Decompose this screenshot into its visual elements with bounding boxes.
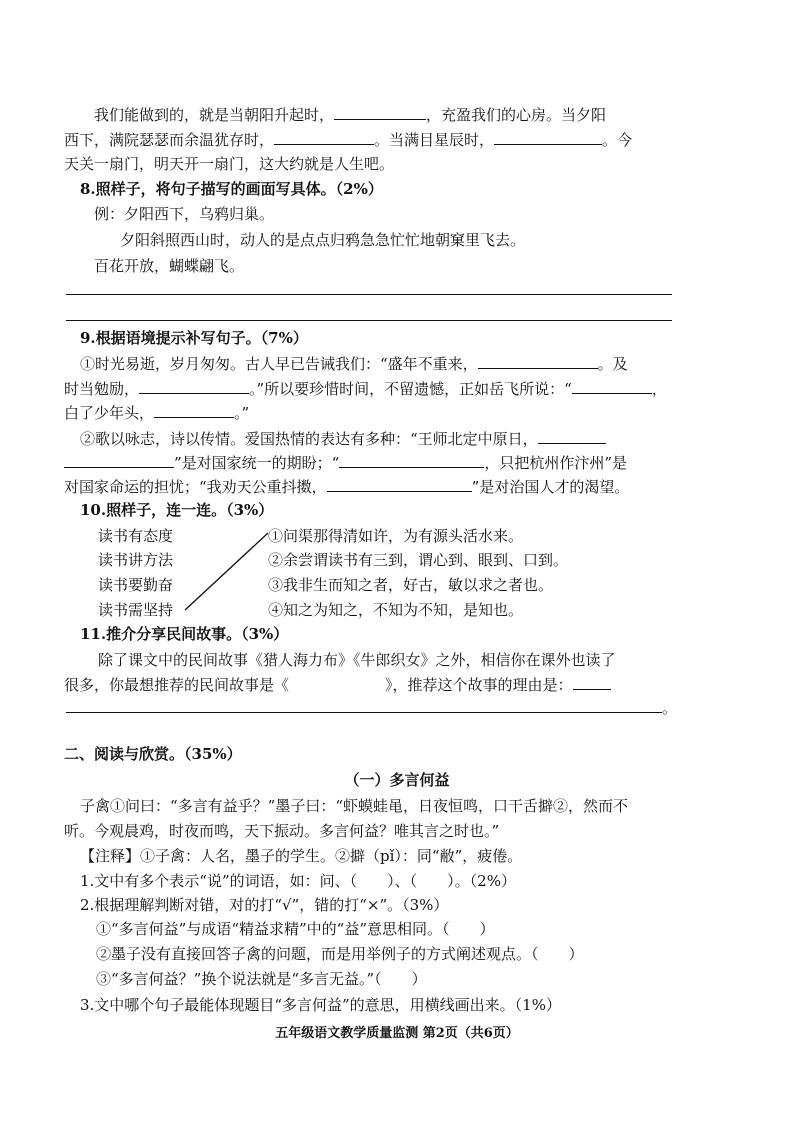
match-right-3[interactable]: ③我非生而知之者，好古，敏以求之者也。	[268, 576, 554, 594]
reading-text-2: 听。今观晨鸡，时夜而鸣，天下振动。多言何益？唯其言之时也。”	[64, 822, 500, 840]
q11-line-2	[64, 674, 611, 695]
text: ①时光易逝，岁月匆匆。古人早已告诫我们：“盛年不重来，	[80, 355, 478, 373]
question-11-title: 11.推介分享民间故事。（3%）	[80, 625, 289, 643]
text: 。及	[597, 355, 628, 373]
reading-note: 【注释】①子禽：人名，墨子的学生。②擗（pǐ）：同“敝”，疲倦。	[80, 847, 523, 865]
question-9-title: 9.根据语境提示补写句子。（7%）	[80, 329, 308, 347]
s2-question-2: 2.根据理解判断对错，对的打“√”，错的打“×”。（3%）	[80, 896, 449, 914]
text: 。当满目星辰时，	[374, 131, 495, 149]
q8-example-detail: 夕阳斜照西山时，动人的是点点归鸦急急忙忙地朝窠里飞去。	[120, 231, 526, 249]
q8-example: 例：夕阳西下，乌鸦归巢。	[94, 205, 275, 223]
text: 。”所以要珍惜时间，不留遗憾，正如岳飞所说：“	[249, 380, 572, 398]
match-right-1[interactable]: ①问渠那得清如许，为有源头活水来。	[268, 527, 524, 545]
text: 。”	[234, 404, 250, 422]
reading-text-1: 子禽①问曰：“多言有益乎？”墨子曰：“虾蟆蛙黾，日夜恒鸣，口干舌擗②，然而不	[80, 797, 629, 815]
s2-question-1: 1.文中有多个表示“说”的词语，如：问、（ ）、（ ）。（2%）	[80, 872, 516, 890]
match-left-3[interactable]: 读书要勤奋	[98, 576, 174, 594]
match-right-4[interactable]: ④知之为知之，不知为不知，是知也。	[268, 601, 524, 619]
text: 西下，满院瑟瑟而余温犹存时，	[64, 131, 275, 149]
passage-line-3: 天关一扇门，明天开一扇门，这大约就是人生吧。	[64, 155, 395, 173]
text: ②歌以咏志，诗以传情。爱国热情的表达有多种：“王师北定中原日，	[80, 430, 538, 448]
text: 。今	[602, 131, 633, 149]
section-2-title: 二、阅读与欣赏。（35%）	[64, 745, 242, 763]
text: ，只把杭州作汴州”是	[484, 454, 628, 472]
q8-prompt: 百花开放，蝴蝶翩飞。	[94, 257, 245, 275]
text: 对国家命运的担忧；“我劝天公重抖擞，	[64, 478, 327, 496]
text: ”是对治国人才的渴望。	[471, 478, 630, 496]
text: 白了少年头，	[64, 404, 155, 422]
text: ”是对国家统一的期盼；“	[174, 454, 340, 472]
q11-line-1: 除了课文中的民间故事《猎人海力布》《牛郎织女》之外，相信你在课外也读了	[98, 651, 616, 669]
reading-title: （一）多言何益	[344, 771, 450, 789]
s2-question-3: 3.文中哪个句子最能体现题目“多言何益”的意思，用横线画出来。（1%）	[80, 996, 561, 1014]
fill-blank[interactable]	[573, 674, 611, 690]
match-right-2[interactable]: ②余尝谓读书有三到，谓心到、眼到、口到。	[268, 551, 569, 569]
s2-question-2b: ②墨子没有直接回答子禽的问题，而是用举例子的方式阐述观点。（ ）	[96, 945, 584, 963]
text: 很多，你最想推荐的民间故事是《	[64, 676, 290, 694]
match-left-2[interactable]: 读书讲方法	[98, 551, 174, 569]
text: ，	[651, 380, 667, 398]
s2-question-2a: ①“多言何益”与成语“精益求精”中的“益”意思相同。（ ）	[96, 920, 495, 938]
text: 我们能做到的，就是当朝阳升起时，	[94, 106, 335, 124]
question-8-title: 8.照样子，将句子描写的画面写具体。（2%）	[80, 180, 383, 198]
page-footer: 五年级语文教学质量监测 第2页（共6页）	[275, 1026, 519, 1041]
match-left-4[interactable]: 读书需坚持	[98, 601, 174, 619]
s2-question-2c: ③“多言何益？”换个说法就是“多言无益。”（ ）	[96, 970, 427, 988]
match-left-1[interactable]: 读书有态度	[98, 527, 174, 545]
answer-line[interactable]	[66, 712, 662, 713]
text: 时当勉励，	[64, 380, 140, 398]
text: 》，推荐这个故事的理由是：	[385, 676, 573, 694]
period: 。	[662, 699, 678, 717]
example-connector-line	[185, 533, 268, 610]
text: ，充盈我们的心房。当夕阳	[426, 106, 607, 124]
question-10-title: 10.照样子，连一连。（3%）	[80, 501, 274, 519]
